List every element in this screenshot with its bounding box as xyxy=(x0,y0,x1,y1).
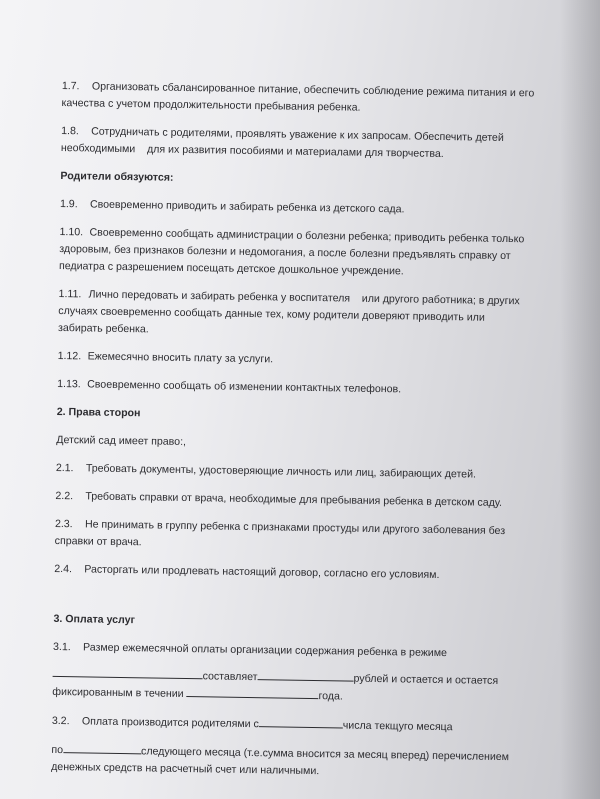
clause-1-8 xyxy=(61,123,535,164)
fill-word: года. xyxy=(318,690,343,703)
clause-1-9 xyxy=(60,196,534,220)
clause-text: Своевременно сообщать администрации о болезни ребенка; приводить ребенка только здоровым, без признаков болезни и недомогания, а после болезни предъявлять справку от педиатра с разрешением посещать детское дошкольное учреждение. xyxy=(58,226,525,278)
clause-3-1 xyxy=(53,639,527,663)
clause-1-11 xyxy=(58,286,533,344)
clause-number: 3.1. xyxy=(52,640,71,654)
clause-text: Организовать сбалансированное питание, обеспечить соблюдение режима питания и его качества с учетом продолжительности пребывания ребенка. xyxy=(61,80,535,114)
clause-3-2 xyxy=(52,712,526,737)
blank-line xyxy=(53,665,203,679)
clause-number: 1.7. xyxy=(61,79,80,93)
clause-2-1 xyxy=(56,460,530,484)
fill-word: следующего месяца (т.е.сумма вносится за месяц вперед) перечислением денежных средств на расчетный счет или наличными. xyxy=(51,745,510,778)
clause-text: Размер ежемесячной оплаты организации содержания ребенка в режиме xyxy=(82,641,448,660)
clause-text: Ежемесячно вносить плату за услуги. xyxy=(87,350,274,366)
blank-line xyxy=(259,715,343,728)
clause-3-1-fill xyxy=(52,665,527,708)
clause-text: Своевременно приводить и забирать ребенка из детского сада. xyxy=(89,198,405,216)
clause-number: 1.12. xyxy=(57,349,82,363)
clause-number: 1.13. xyxy=(57,377,81,391)
clause-number: 1.10. xyxy=(59,225,84,239)
blank-line xyxy=(187,685,319,699)
fill-word: составляет xyxy=(202,670,258,684)
clause-2-4 xyxy=(54,561,528,585)
fill-word: рублей и остается и остается xyxy=(353,672,499,687)
clause-2-2 xyxy=(55,488,529,512)
clause-1-10 xyxy=(59,224,534,282)
clause-number: 2.3. xyxy=(54,517,73,531)
clause-2-3 xyxy=(55,516,529,557)
page-edge-shadow xyxy=(560,0,600,799)
clause-1-12 xyxy=(57,348,531,372)
clause-number: 1.8. xyxy=(61,124,79,138)
rights-heading: 2. Права сторон xyxy=(56,405,141,420)
clause-1-7 xyxy=(61,78,535,119)
rights-intro: Детский сад имеет право:, xyxy=(56,433,187,448)
clause-text: Сотрудничать с родителями, проявлять уважение к их запросам. Обеспечить детей необходимыми для их развития пособиями и материалами для творчества. xyxy=(60,125,507,161)
clause-number: 2.1. xyxy=(55,461,74,475)
blank-line xyxy=(63,741,141,754)
clause-number: 3.2. xyxy=(51,714,70,728)
clause-text: Оплата производится родителями с xyxy=(81,715,259,731)
clause-number: 1.11. xyxy=(58,287,82,301)
clause-1-13 xyxy=(57,376,531,400)
clause-text: Требовать справки от врача, необходимые для пребывания ребенка в детском саду. xyxy=(85,490,503,509)
clause-number: 1.9. xyxy=(59,197,78,211)
clause-text: Требовать документы, удостоверяющие личность или лиц, забирающих детей. xyxy=(85,462,477,481)
parents-heading: Родители обязуются: xyxy=(60,169,174,184)
payment-heading: 3. Оплата услуг xyxy=(53,612,136,627)
clause-text: Не принимать в группу ребенка с признаками простуды или другого заболевания без справки от врача. xyxy=(54,518,506,549)
fill-word: по xyxy=(51,743,64,757)
fill-word: фиксированным в течении xyxy=(52,685,184,700)
clause-text: Своевременно сообщать об изменении контактных телефонов. xyxy=(87,378,402,396)
clause-text: Расторгать или продлевать настоящий договор, согласно его условиям. xyxy=(84,563,440,581)
fill-word: числа текщуго месяца xyxy=(342,719,453,734)
clause-text: Лично передовать и забирать ребенка у воспитателя или другого работника; в других случаях своевременно сообщать данные тех, кому родители доверяют приводить или забирать ребенка. xyxy=(57,288,523,336)
clause-number: 2.2. xyxy=(55,489,74,503)
clause-3-2-fill xyxy=(51,741,525,783)
clause-number: 2.4. xyxy=(54,562,73,576)
contract-text xyxy=(51,78,536,794)
blank-line xyxy=(258,668,354,682)
